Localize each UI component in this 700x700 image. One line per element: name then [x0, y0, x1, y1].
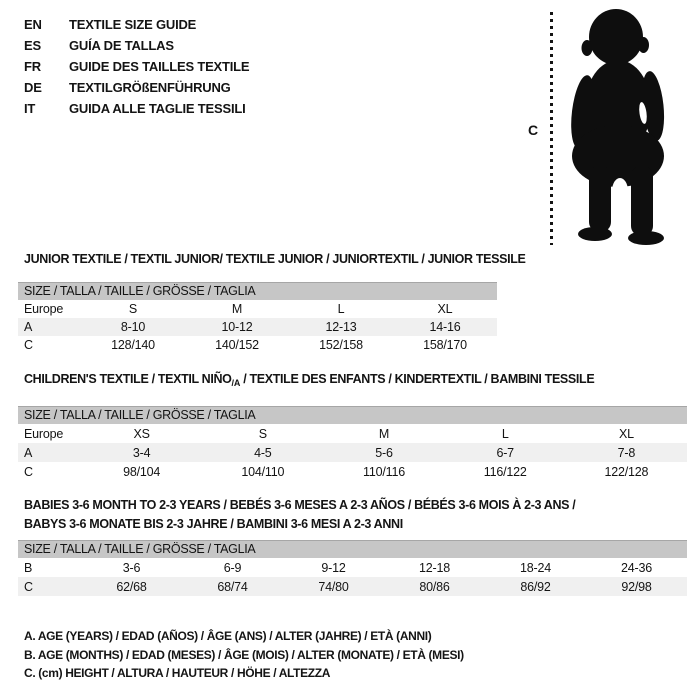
value-cell: 122/128: [604, 464, 649, 479]
language-list: [24, 14, 249, 119]
value-cell: 152/158: [319, 338, 363, 352]
language-label: GUIDA ALLE TAGLIE TESSILI: [69, 101, 246, 116]
legend: [24, 627, 464, 683]
language-code: ES: [24, 38, 41, 53]
size-table-babies: [18, 496, 687, 596]
legend-line-a: A. AGE (YEARS) / EDAD (AÑOS) / ÂGE (ANS) / ALTER (JAHRE) / ETÀ (ANNI): [24, 629, 432, 643]
table-row: [18, 318, 497, 336]
size-cell: XL: [437, 302, 453, 316]
table-title: JUNIOR TEXTILE / TEXTIL JUNIOR/ TEXTILE JUNIOR / JUNIORTEXTIL / JUNIOR TESSILE: [24, 252, 526, 266]
size-table-children: [18, 372, 687, 481]
language-row: [24, 77, 249, 98]
size-cell: L: [337, 302, 345, 316]
value-cell: 80/86: [419, 579, 450, 594]
value-cell: 110/116: [363, 464, 405, 479]
value-cell: 74/80: [318, 579, 349, 594]
size-cell: L: [501, 426, 509, 441]
table-title-subscript: /A: [231, 378, 241, 388]
value-cell: 3-6: [122, 560, 141, 575]
height-measure-label: C: [528, 122, 539, 138]
value-cell: 9-12: [321, 560, 346, 575]
value-cell: 104/110: [241, 464, 285, 479]
baby-silhouette-icon: [558, 6, 690, 246]
value-cell: 68/74: [217, 579, 248, 594]
table-title-text: / TEXTILE DES ENFANTS / KINDERTEXTIL / BAMBINI TESSILE: [240, 372, 595, 386]
value-cell: 128/140: [111, 338, 155, 352]
table-title: [18, 372, 687, 390]
value-cell: 10-12: [221, 320, 253, 334]
value-cell: 158/170: [423, 338, 467, 352]
language-row: [24, 35, 249, 56]
row-label-cell: A: [24, 320, 33, 334]
language-code: FR: [24, 59, 41, 74]
table-row: [18, 300, 497, 318]
language-label: TEXTILGRÖßENFÜHRUNG: [69, 80, 231, 95]
legend-line-c: C. (cm) HEIGHT / ALTURA / HAUTEUR / HÖHE / ALTEZZA: [24, 666, 331, 681]
table-title-text: CHILDREN'S TEXTILE / TEXTIL NIÑO: [24, 372, 232, 386]
table-row: [18, 424, 687, 443]
language-row: [24, 98, 249, 119]
value-cell: 7-8: [617, 445, 636, 460]
value-cell: 4-5: [254, 445, 272, 460]
size-cell: XS: [133, 426, 150, 441]
size-header-bar: SIZE / TALLA / TAILLE / GRÖSSE / TAGLIA: [18, 282, 497, 300]
value-cell: 6-7: [496, 445, 514, 460]
row-label-cell: Europe: [24, 302, 64, 316]
language-code: IT: [24, 101, 36, 116]
row-label-cell: A: [24, 445, 33, 460]
size-cell: M: [378, 426, 390, 441]
language-code: DE: [24, 80, 42, 95]
table-title-line1: BABIES 3-6 MONTH TO 2-3 YEARS / BEBÉS 3-6 MESES A 2-3 AÑOS / BÉBÉS 3-6 MOIS À 2-3 ANS /: [24, 498, 576, 512]
size-header-bar: SIZE / TALLA / TAILLE / GRÖSSE / TAGLIA: [18, 406, 687, 424]
row-label-cell: B: [24, 560, 33, 575]
height-dotted-line: [550, 12, 553, 245]
value-cell: 12-13: [325, 320, 357, 334]
value-cell: 98/104: [123, 464, 161, 479]
size-header-bar: SIZE / TALLA / TAILLE / GRÖSSE / TAGLIA: [18, 540, 687, 558]
value-cell: 92/98: [621, 579, 652, 594]
size-cell: S: [258, 426, 267, 441]
value-cell: 3-4: [132, 445, 151, 460]
size-cell: S: [128, 302, 138, 316]
language-row: [24, 56, 249, 77]
language-label: GUIDE DES TAILLES TEXTILE: [69, 59, 250, 74]
value-cell: 62/68: [116, 579, 147, 594]
value-cell: 116/122: [483, 464, 527, 479]
language-row: [24, 14, 249, 35]
row-label-cell: C: [24, 579, 33, 594]
value-cell: 8-10: [120, 320, 146, 334]
row-label-cell: Europe: [24, 426, 64, 441]
value-cell: 140/152: [215, 338, 259, 352]
value-cell: 24-36: [621, 560, 652, 575]
table-row: [18, 577, 687, 596]
value-cell: 14-16: [429, 320, 461, 334]
table-title-line2: BABYS 3-6 MONATE BIS 2-3 JAHRE / BAMBINI 3-6 MESI A 2-3 ANNI: [24, 517, 403, 531]
value-cell: 18-24: [520, 560, 551, 575]
language-code: EN: [24, 17, 42, 32]
language-label: GUÍA DE TALLAS: [69, 38, 174, 53]
value-cell: 12-18: [419, 560, 450, 575]
size-cell: XL: [618, 426, 634, 441]
table-row: [18, 558, 687, 577]
value-cell: 6-9: [223, 560, 242, 575]
table-row: [18, 336, 497, 354]
size-table-junior: [18, 252, 526, 354]
value-cell: 5-6: [375, 445, 393, 460]
row-label-cell: C: [24, 464, 33, 479]
legend-line-b: B. AGE (MONTHS) / EDAD (MESES) / ÂGE (MOIS) / ALTER (MONATE) / ETÀ (MESI): [24, 647, 464, 662]
table-row: [18, 462, 687, 481]
language-label: TEXTILE SIZE GUIDE: [69, 17, 197, 32]
row-label-cell: C: [24, 338, 33, 352]
table-row: [18, 443, 687, 462]
value-cell: 86/92: [520, 579, 551, 594]
size-cell: M: [231, 302, 243, 316]
